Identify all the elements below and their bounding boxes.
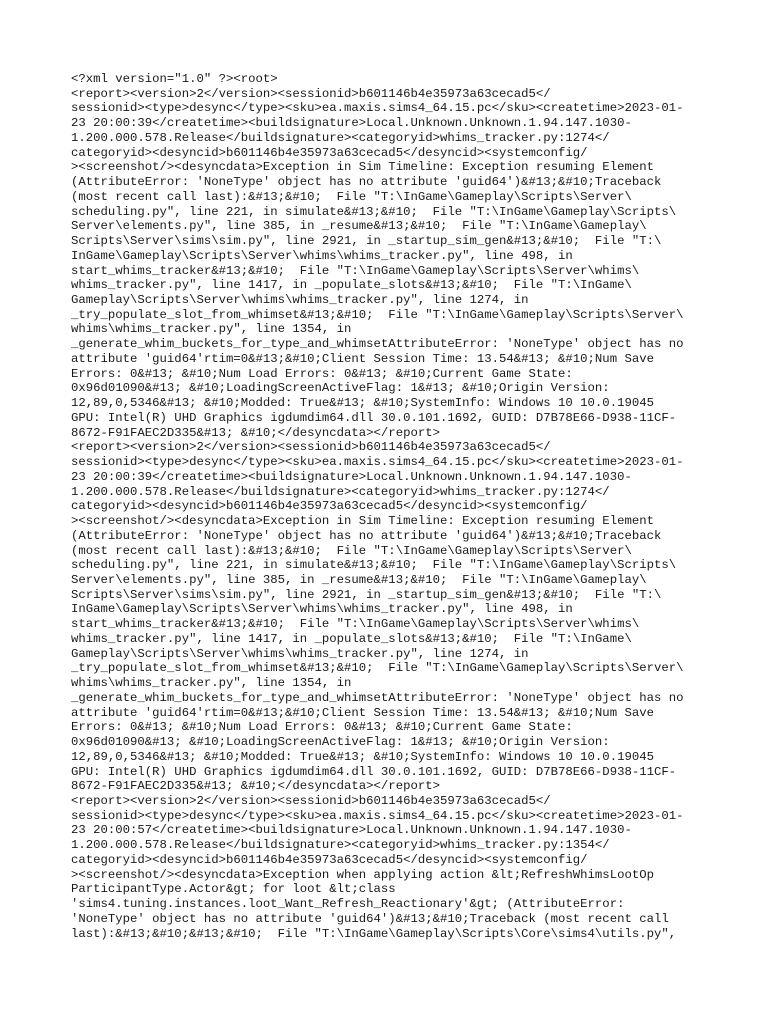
text-line: (most recent call last):&#13;&#10; File "T:\InGame\Gameplay\Scripts\Server\ bbox=[71, 189, 632, 204]
text-line: attribute 'guid64'rtim=0&#13;&#10;Client Session Time: 13.54&#13; &#10;Num Save bbox=[71, 705, 654, 720]
text-line: Scripts\Server\sims\sim.py", line 2921, in _startup_sim_gen&#13;&#10; File "T:\ bbox=[71, 587, 662, 602]
text-line: ><screenshot/><desyncdata>Exception in Sim Timeline: Exception resuming Element bbox=[71, 160, 654, 175]
xml-report-text bbox=[71, 72, 711, 941]
text-line: start_whims_tracker&#13;&#10; File "T:\InGame\Gameplay\Scripts\Server\whims\ bbox=[71, 263, 640, 278]
text-line: 'sims4.tuning.instances.loot_Want_Refresh_Reactionary'&gt; (AttributeError: bbox=[71, 897, 625, 912]
text-line: sessionid><type>desync</type><sku>ea.maxis.sims4_64.15.pc</sku><createtime>2023-01- bbox=[71, 808, 684, 823]
text-line: 'NoneType' object has no attribute 'guid64')&#13;&#10;Traceback (most recent call bbox=[71, 911, 669, 926]
text-line: 0x96d01090&#13; &#10;LoadingScreenActiveFlag: 1&#13; &#10;Origin Version: bbox=[71, 735, 610, 750]
text-line: (most recent call last):&#13;&#10; File "T:\InGame\Gameplay\Scripts\Server\ bbox=[71, 543, 632, 558]
text-line: Scripts\Server\sims\sim.py", line 2921, in _startup_sim_gen&#13;&#10; File "T:\ bbox=[71, 234, 662, 249]
text-line: last):&#13;&#10;&#13;&#10; File "T:\InGame\Gameplay\Scripts\Core\sims4\utils.py", bbox=[71, 926, 677, 941]
text-line: _generate_whim_buckets_for_type_and_whimsetAttributeError: 'NoneType' object has no bbox=[71, 690, 684, 705]
text-line: 8672-F91FAEC2D335&#13; &#10;</desyncdata></report> bbox=[71, 779, 440, 794]
text-line: <report><version>2</version><sessionid>b601146b4e35973a63cecad5</ bbox=[71, 440, 551, 455]
text-line: 23 20:00:39</createtime><buildsignature>Local.Unknown.Unknown.1.94.147.1030- bbox=[71, 469, 632, 484]
text-line: whims_tracker.py", line 1417, in _populate_slots&#13;&#10; File "T:\InGame\ bbox=[71, 278, 632, 293]
text-line: Server\elements.py", line 385, in _resume&#13;&#10; File "T:\InGame\Gameplay\ bbox=[71, 219, 647, 234]
text-line: whims\whims_tracker.py", line 1354, in bbox=[71, 676, 352, 691]
text-line: _try_populate_slot_from_whimset&#13;&#10; File "T:\InGame\Gameplay\Scripts\Server\ bbox=[71, 307, 684, 322]
text-line: (AttributeError: 'NoneType' object has no attribute 'guid64')&#13;&#10;Traceback bbox=[71, 528, 662, 543]
text-line: 0x96d01090&#13; &#10;LoadingScreenActiveFlag: 1&#13; &#10;Origin Version: bbox=[71, 381, 610, 396]
text-line: ParticipantType.Actor&gt; for loot &lt;class bbox=[71, 882, 396, 897]
text-line: <report><version>2</version><sessionid>b601146b4e35973a63cecad5</ bbox=[71, 793, 551, 808]
text-line: 23 20:00:39</createtime><buildsignature>Local.Unknown.Unknown.1.94.147.1030- bbox=[71, 116, 632, 131]
text-line: whims_tracker.py", line 1417, in _populate_slots&#13;&#10; File "T:\InGame\ bbox=[71, 631, 632, 646]
text-line: sessionid><type>desync</type><sku>ea.maxis.sims4_64.15.pc</sku><createtime>2023-01- bbox=[71, 455, 684, 470]
text-line: Gameplay\Scripts\Server\whims\whims_tracker.py", line 1274, in bbox=[71, 293, 529, 308]
text-line: ><screenshot/><desyncdata>Exception when applying action &lt;RefreshWhimsLootOp bbox=[71, 867, 654, 882]
text-line: categoryid><desyncid>b601146b4e35973a63cecad5</desyncid><systemconfig/ bbox=[71, 852, 588, 867]
text-line: Errors: 0&#13; &#10;Num Load Errors: 0&#13; &#10;Current Game State: bbox=[71, 366, 573, 381]
text-line: InGame\Gameplay\Scripts\Server\whims\whims_tracker.py", line 498, in bbox=[71, 602, 573, 617]
text-line: 1.200.000.578.Release</buildsignature><categoryid>whims_tracker.py:1354</ bbox=[71, 838, 610, 853]
text-line: scheduling.py", line 221, in simulate&#13;&#10; File "T:\InGame\Gameplay\Scripts\ bbox=[71, 204, 677, 219]
text-line: GPU: Intel(R) UHD Graphics igdumdim64.dll 30.0.101.1692, GUID: D7B78E66-D938-11CF- bbox=[71, 764, 677, 779]
text-line: categoryid><desyncid>b601146b4e35973a63cecad5</desyncid><systemconfig/ bbox=[71, 145, 588, 160]
text-line: 12,89,0,5346&#13; &#10;Modded: True&#13; &#10;SystemInfo: Windows 10 10.0.19045 bbox=[71, 396, 654, 411]
text-line: <report><version>2</version><sessionid>b601146b4e35973a63cecad5</ bbox=[71, 86, 551, 101]
text-line: GPU: Intel(R) UHD Graphics igdumdim64.dll 30.0.101.1692, GUID: D7B78E66-D938-11CF- bbox=[71, 410, 677, 425]
text-line: (AttributeError: 'NoneType' object has no attribute 'guid64')&#13;&#10;Traceback bbox=[71, 175, 662, 190]
text-line: ><screenshot/><desyncdata>Exception in Sim Timeline: Exception resuming Element bbox=[71, 514, 654, 529]
text-line: <?xml version="1.0" ?><root> bbox=[71, 72, 278, 86]
text-line: 8672-F91FAEC2D335&#13; &#10;</desyncdata></report> bbox=[71, 425, 440, 440]
text-line: attribute 'guid64'rtim=0&#13;&#10;Client Session Time: 13.54&#13; &#10;Num Save bbox=[71, 351, 654, 366]
text-line: _generate_whim_buckets_for_type_and_whimsetAttributeError: 'NoneType' object has no bbox=[71, 337, 684, 352]
text-line: Gameplay\Scripts\Server\whims\whims_tracker.py", line 1274, in bbox=[71, 646, 529, 661]
text-line: sessionid><type>desync</type><sku>ea.maxis.sims4_64.15.pc</sku><createtime>2023-01- bbox=[71, 101, 684, 116]
text-line: 1.200.000.578.Release</buildsignature><categoryid>whims_tracker.py:1274</ bbox=[71, 130, 610, 145]
text-line: 1.200.000.578.Release</buildsignature><categoryid>whims_tracker.py:1274</ bbox=[71, 484, 610, 499]
text-line: InGame\Gameplay\Scripts\Server\whims\whims_tracker.py", line 498, in bbox=[71, 248, 573, 263]
text-line: _try_populate_slot_from_whimset&#13;&#10; File "T:\InGame\Gameplay\Scripts\Server\ bbox=[71, 661, 684, 676]
text-line: start_whims_tracker&#13;&#10; File "T:\InGame\Gameplay\Scripts\Server\whims\ bbox=[71, 617, 640, 632]
text-line: categoryid><desyncid>b601146b4e35973a63cecad5</desyncid><systemconfig/ bbox=[71, 499, 588, 514]
text-line: scheduling.py", line 221, in simulate&#13;&#10; File "T:\InGame\Gameplay\Scripts\ bbox=[71, 558, 677, 573]
text-line: 23 20:00:57</createtime><buildsignature>Local.Unknown.Unknown.1.94.147.1030- bbox=[71, 823, 632, 838]
text-line: Server\elements.py", line 385, in _resume&#13;&#10; File "T:\InGame\Gameplay\ bbox=[71, 572, 647, 587]
text-line: Errors: 0&#13; &#10;Num Load Errors: 0&#13; &#10;Current Game State: bbox=[71, 720, 573, 735]
text-line: 12,89,0,5346&#13; &#10;Modded: True&#13; &#10;SystemInfo: Windows 10 10.0.19045 bbox=[71, 749, 654, 764]
text-line: whims\whims_tracker.py", line 1354, in bbox=[71, 322, 352, 337]
